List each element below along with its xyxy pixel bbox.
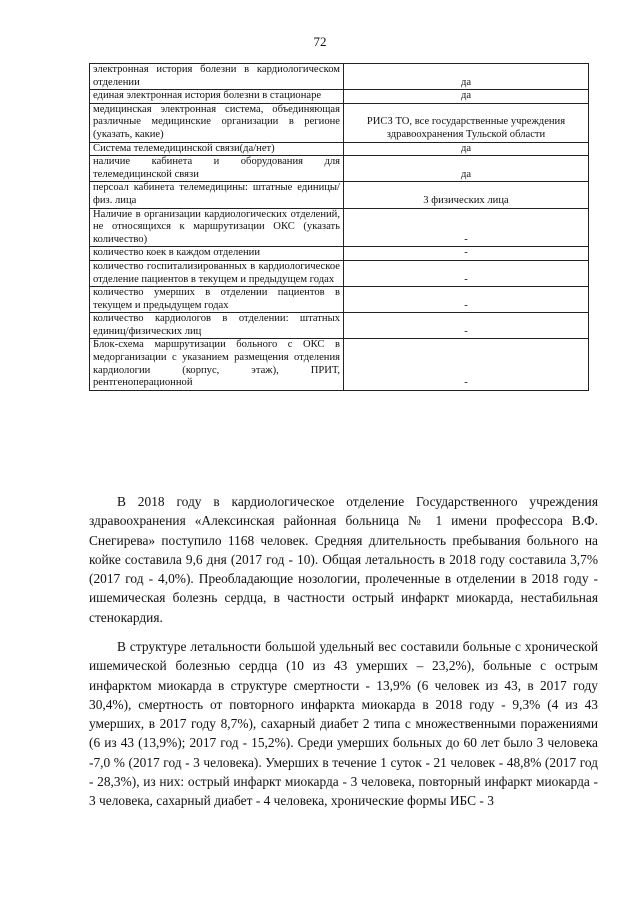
- row-label: количество кардиологов в отделении: штатных единиц/физических лиц: [90, 313, 344, 339]
- row-value: -: [344, 208, 589, 247]
- paragraph-1-text: В 2018 году в кардиологическое отделение Государственного учреждения здравоохранения «Алексинская районная больница № 1 имени профессора В.Ф. Снегирева» поступило 1168 человек. Средняя длительность пребывания больного на койке составила 9,6 дня (2017 год - 10). Общая летальность в 2018 году составила 3,7% (2017 год - 4,0%). Преобладающие нозологии, пролеченные в отделении в 2018 году - ишемическая болезнь сердца, в частности острый инфаркт миокарда, нестабильная стенокардия.: [89, 494, 598, 625]
- table-row: [90, 260, 589, 286]
- row-value: да: [344, 156, 589, 182]
- table-row: [90, 339, 589, 390]
- row-value: -: [344, 313, 589, 339]
- row-value: -: [344, 247, 589, 261]
- paragraph-2: [89, 637, 598, 811]
- row-label: количество коек в каждом отделении: [90, 247, 344, 261]
- row-label: единая электронная история болезни в стационаре: [90, 90, 344, 104]
- table-row: [90, 64, 589, 90]
- row-value: да: [344, 64, 589, 90]
- info-table: [89, 63, 589, 391]
- page-number: 72: [313, 34, 327, 49]
- table-row: [90, 90, 589, 104]
- row-value: -: [344, 339, 589, 390]
- paragraph-1: [89, 492, 598, 627]
- row-label: наличие кабинета и оборудования для телемедицинской связи: [90, 156, 344, 182]
- row-label: количество госпитализированных в кардиологическое отделение пациентов в текущем и предыдущем годах: [90, 260, 344, 286]
- info-table-body: [90, 64, 589, 391]
- paragraph-2-text: В структуре летальности большой удельный вес составили больные с хронической ишемической болезнью сердца (10 из 43 умерших – 23,2%), больные с острым инфарктом миокарда в структуре смертности - 13,9% (6 человек из 43, в 2017 году 30,4%), смертность от повторного инфаркта миокарда в 2018 году - 9,3% (4 из 43 умерших, в 2017 году 8,7%), сахарный диабет 2 типа с множественными поражениями (6 из 43 (13,9%); 2017 год - 15,2%). Среди умерших больных до 60 лет было 3 человека -7,0 % (2017 год - 3 человека). Умерших в течение 1 суток - 21 человек - 48,8% (2017 год - 28,3%), из них: острый инфаркт миокарда - 3 человека, повторный инфаркт миокарда - 3 человека, сахарный диабет - 4 человека, хронические формы ИБС - 3: [89, 639, 598, 809]
- row-value: РИСЗ ТО, все государственные учреждения здравоохранения Тульской области: [344, 103, 589, 142]
- table-row: [90, 247, 589, 261]
- row-value: -: [344, 287, 589, 313]
- row-label: Блок-схема маршрутизации больного с ОКС в медорганизации с указанием размещения отделения кардиологии (корпус, этаж), ПРИТ, рентгеноперационной: [90, 339, 344, 390]
- row-value: да: [344, 90, 589, 104]
- table-row: [90, 103, 589, 142]
- row-label: персоал кабинета телемедицины: штатные единицы/физ. лица: [90, 182, 344, 208]
- table-row: [90, 208, 589, 247]
- table-row: [90, 313, 589, 339]
- row-label: Система телемедицинской связи(да/нет): [90, 142, 344, 156]
- row-value: -: [344, 260, 589, 286]
- row-label: медицинская электронная система, объединяющая различные медицинские организации в регионе (указать, какие): [90, 103, 344, 142]
- row-label: количество умерших в отделении пациентов в текущем и предыдущем годах: [90, 287, 344, 313]
- table-row: [90, 182, 589, 208]
- row-label: Наличие в организации кардиологических отделений, не относящихся к маршрутизации ОКС (указать количество): [90, 208, 344, 247]
- row-label: электронная история болезни в кардиологическом отделении: [90, 64, 344, 90]
- table-row: [90, 156, 589, 182]
- table-row: [90, 287, 589, 313]
- row-value: 3 физических лица: [344, 182, 589, 208]
- row-value: да: [344, 142, 589, 156]
- table-row: [90, 142, 589, 156]
